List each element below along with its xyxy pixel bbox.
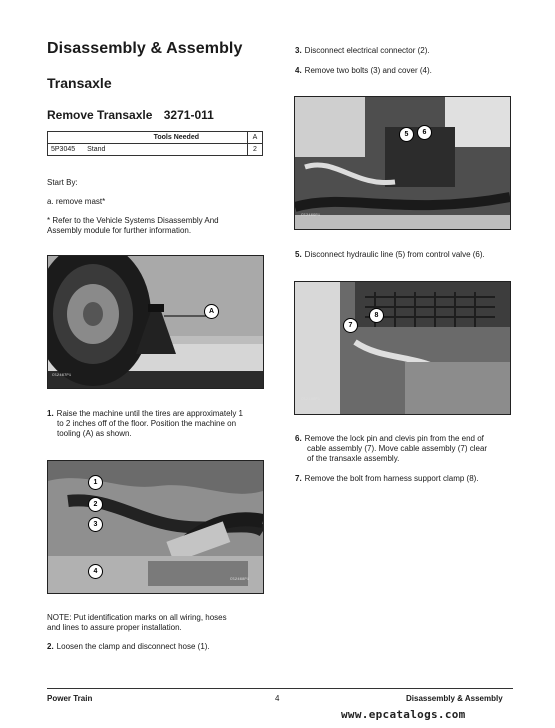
step-2-number: 2.: [47, 642, 54, 651]
step-7-number: 7.: [295, 474, 302, 483]
photo-transaxle-hoses: [47, 460, 264, 594]
photo-tire-on-stand-image: [48, 256, 263, 388]
step-5: [295, 250, 485, 260]
photo-tire-on-stand: [47, 255, 264, 389]
step-1-number: 1.: [47, 409, 54, 418]
step-3-number: 3.: [295, 46, 302, 55]
step-2: [47, 642, 262, 652]
photo-control-valve-image: [295, 97, 510, 229]
photo-control-valve: [294, 96, 511, 230]
start-by-note-1: * Refer to the Vehicle Systems Disassembly And: [47, 216, 219, 225]
step-4: [295, 66, 432, 76]
step-1-text-1: Raise the machine until the tires are approximately 1: [56, 409, 243, 418]
step-1: [47, 409, 262, 439]
photo-cable-assembly-image: [295, 282, 510, 414]
procedure-code: 3271-011: [163, 108, 214, 122]
step-6-line-3: of the transaxle assembly.: [307, 454, 400, 463]
start-by-item: a. remove mast*: [47, 197, 106, 206]
step-4-number: 4.: [295, 66, 302, 75]
tool-qty: 2: [248, 144, 263, 156]
footer-rule: [47, 688, 513, 689]
tools-header-label: Tools Needed: [48, 132, 248, 144]
tools-table: [47, 131, 263, 156]
callout-8: 8: [369, 308, 384, 323]
procedure-title: [47, 108, 214, 122]
photo-transaxle-hoses-image: [48, 461, 263, 593]
start-by-label: Start By:: [47, 178, 78, 187]
step-4-text: Remove two bolts (3) and cover (4).: [304, 66, 432, 75]
page-title: Disassembly & Assembly: [47, 40, 243, 57]
tool-part-number: 5P3045: [51, 146, 76, 153]
callout-2: 2: [88, 497, 103, 512]
photo-id: C52468P1: [230, 578, 250, 582]
photo-cable-assembly: [294, 281, 511, 415]
callout-3: 3: [88, 517, 103, 532]
footer-right: Disassembly & Assembly: [406, 694, 503, 703]
step-3: [295, 46, 430, 56]
procedure-name: Remove Transaxle: [47, 108, 153, 122]
start-by-note-2: Assembly module for further information.: [47, 226, 192, 235]
step-2-text: Loosen the clamp and disconnect hose (1).: [56, 642, 210, 651]
note: [47, 613, 262, 633]
step-6-text-1: Remove the lock pin and clevis pin from the end of: [304, 434, 484, 443]
step-6-line-2: cable assembly (7). Move cable assembly (7) clear: [307, 444, 488, 453]
step-5-number: 5.: [295, 250, 302, 259]
step-6: [295, 434, 517, 464]
note-line-1: NOTE: Put identification marks on all wiring, hoses: [47, 613, 227, 622]
tool-name: Stand: [87, 146, 106, 153]
callout-1: 1: [88, 475, 103, 490]
callout-5: 5: [399, 127, 414, 142]
note-line-2: and lines to assure proper installation.: [47, 623, 182, 632]
step-1-line-3: tooling (A) as shown.: [57, 429, 132, 438]
step-5-text: Disconnect hydraulic line (5) from control valve (6).: [304, 250, 485, 259]
step-1-line-2: to 2 inches off of the floor. Position the machine on: [57, 419, 237, 428]
photo-id: C52469P1: [301, 214, 321, 218]
callout-4: 4: [88, 564, 103, 579]
callout-6: 6: [417, 125, 432, 140]
photo-id: C52469P1: [301, 398, 321, 402]
footer-left: Power Train: [47, 694, 93, 703]
table-row: [48, 144, 263, 156]
step-7-text: Remove the bolt from harness support clamp (8).: [304, 474, 479, 483]
tools-row-cell: [48, 144, 248, 156]
step-3-text: Disconnect electrical connector (2).: [304, 46, 430, 55]
watermark: www.epcatalogs.com: [341, 708, 466, 721]
callout-a: A: [204, 304, 219, 319]
photo-id: C52467P1: [52, 374, 72, 378]
tools-table-header: [48, 132, 263, 144]
step-6-line-1: [295, 434, 517, 444]
step-1-line-1: [47, 409, 262, 419]
step-6-number: 6.: [295, 434, 302, 443]
footer-page-number: 4: [275, 694, 280, 703]
step-7: [295, 474, 479, 484]
section-title: Transaxle: [47, 75, 112, 91]
callout-7: 7: [343, 318, 358, 333]
tools-header-col: A: [248, 132, 263, 144]
